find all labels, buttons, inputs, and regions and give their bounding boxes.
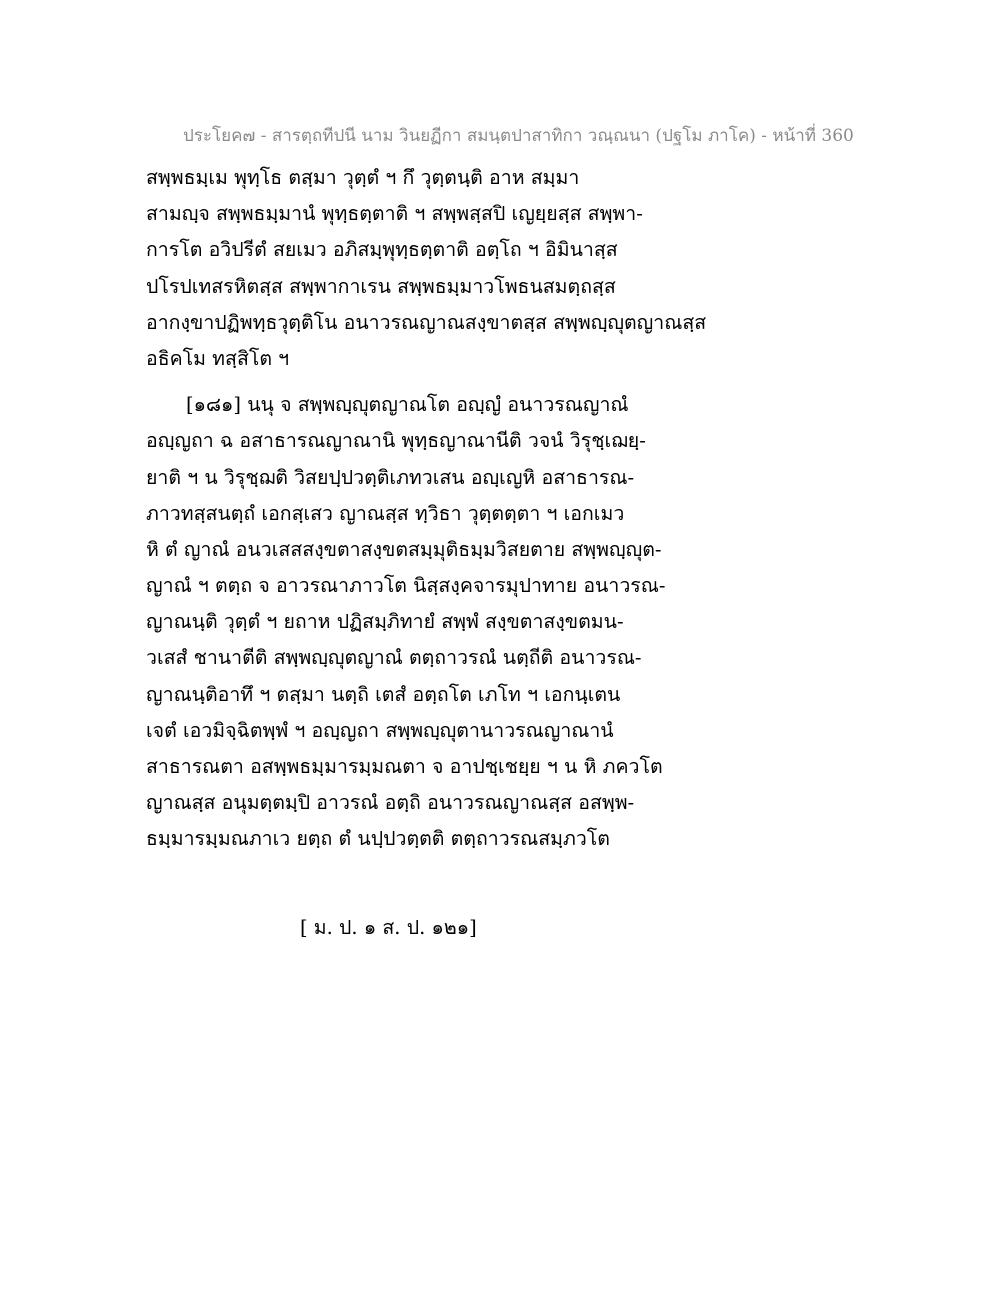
text-line: ญาณนฺติ วุตฺตํ ฯ ยถาห ปฏิสมฺภิทายํ สพฺพํ สงฺขตาสงฺขตมน- [146, 610, 624, 634]
text-line: ธมฺมารมฺมณภาเว ยตฺถ ตํ นปฺปวตฺตติ ตตฺถาวรณสมฺภวโต [146, 827, 610, 851]
text-line: อากงฺขาปฏิพทฺธวุตฺติโน อนาวรณญาณสงฺขาตสฺส สพฺพญฺญุตญาณสฺส [146, 310, 707, 334]
text-line: ญาณสฺส อนุมตฺตมฺปิ อาวรณํ อตฺถิ อนาวรณญาณสฺส อสพฺพ- [146, 791, 635, 815]
text-line: วเสสํ ชานาตีติ สพฺพญฺญุตญาณํ ตตฺถาวรณํ นตฺถีติ อนาวรณ- [146, 646, 642, 670]
paragraph-number-line: [๑๘๑] นนุ จ สพฺพญฺญุตญาณโต อญฺญํ อนาวรณญาณํ [186, 393, 629, 417]
text-line: เจตํ เอวมิจฺฉิตพฺพํ ฯ อญฺญถา สพฺพญฺญุตานาวรณญาณานํ [146, 718, 614, 742]
text-line: สามญฺจ สพฺพธมฺมานํ พุทฺธตฺตาติ ฯ สพฺพสฺสปิ เญยฺยสฺส สพฺพา- [146, 202, 643, 226]
text-line: สาธารณตา อสพฺพธมฺมารมฺมณตา จ อาปชฺเชยฺย ฯ น หิ ภควโต [146, 755, 663, 778]
text-line: อธิคโม ทสฺสิโต ฯ [146, 346, 290, 370]
text-line: อญฺญถา ฉ อสาธารณญาณานิ พุทฺธญาณานีติ วจนํ วิรุชฺเฌยฺ- [146, 429, 646, 453]
text-line: ญาณํ ฯ ตตฺถ จ อาวรณาภาวโต นิสฺสงฺคจารมุปาทาย อนาวรณ- [146, 574, 666, 598]
text-line: ปโรปเทสรหิตสฺส สพฺพากาเรน สพฺพธมฺมาวโพธนสมตฺถสฺส [146, 274, 616, 298]
page-header: ประโยค๗ - สารตฺถทีปนี นาม วินยฏีกา สมนฺตปาสาทิกา วณฺณนา (ปฐโม ภาโค) - หน้าที่ 360 [183, 126, 854, 146]
text-line: การโต อวิปรีตํ สยเมว อภิสมฺพุทฺธตฺตาติ อตฺโถ ฯ อิมินาสฺส [146, 238, 618, 262]
text-line: ภาวทสฺสนตฺถํ เอกสฺเสว ญาณสฺส ทฺวิธา วุตฺตตฺตา ฯ เอกเมว [146, 501, 625, 525]
text-line: ยาติ ฯ น วิรุชฺฌติ วิสยปฺปวตฺติเภทวเสน อญฺเญหิ อสาธารณ- [146, 465, 635, 489]
text-line: หิ ตํ ญาณํ อนวเสสสงฺขตาสงฺขตสมฺมุติธมฺมวิสยตาย สพฺพญฺญุต- [146, 537, 662, 561]
document-body [146, 160, 846, 858]
cross-reference: [ ม. ป. ๑ ส. ป. ๑๒๑] [300, 916, 477, 939]
text-line: ญาณนฺติอาทึ ฯ ตสฺมา นตฺถิ เตสํ อตฺถโต เภโท ฯ เอกนฺเตน [146, 682, 621, 706]
text-line: สพฺพธมฺเม พุทฺโธ ตสฺมา วุตฺตํ ฯ กึ วุตฺตนฺติ อาห สมฺมา [146, 166, 580, 189]
